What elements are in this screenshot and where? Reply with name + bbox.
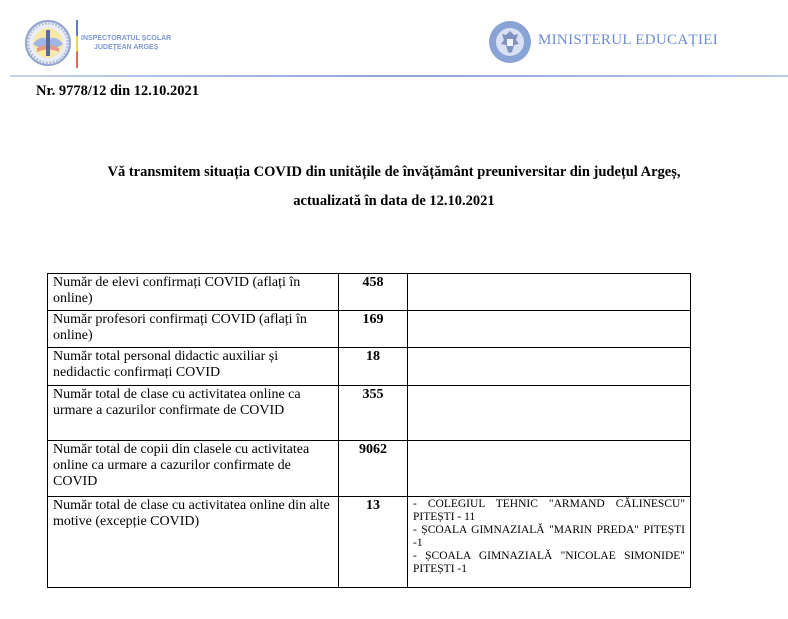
row-note [408, 348, 691, 386]
table-row [48, 441, 691, 497]
document-title-line1: Vă transmitem situația COVID din unitățile de învățământ preuniversitar din județul Argeș, [107, 164, 681, 180]
covid-situation-table [47, 273, 691, 588]
table-row [48, 311, 691, 348]
row-label: Număr de elevi confirmați COVID (aflați în online) [48, 274, 339, 311]
note-item: - ȘCOALA GIMNAZIALĂ "NICOLAE SIMONIDE" PITEȘTI -1 [413, 550, 685, 575]
row-note [408, 274, 691, 311]
row-value: 458 [339, 274, 408, 311]
row-label: Număr total personal didactic auxiliar și nedidactic confirmați COVID [48, 348, 339, 386]
table-row [48, 348, 691, 386]
row-label: Număr total de copii din clasele cu activitatea online ca urmare a cazurilor confirmate de COVID [48, 441, 339, 497]
row-note [408, 497, 691, 588]
table-row [48, 386, 691, 441]
document-title-line2: actualizată în data de 12.10.2021 [293, 193, 495, 209]
row-value: 13 [339, 497, 408, 588]
isj-seal-logo [25, 20, 71, 66]
row-label: Număr total de clase cu activitatea online din alte motive (excepție COVID) [48, 497, 339, 588]
isj-logo-text [81, 34, 171, 52]
row-value: 169 [339, 311, 408, 348]
header-rule [10, 75, 788, 77]
row-label: Număr profesori confirmați COVID (aflați în online) [48, 311, 339, 348]
row-value: 9062 [339, 441, 408, 497]
document-number: Nr. 9778/12 din 12.10.2021 [36, 83, 200, 99]
table-row [48, 497, 691, 588]
row-note [408, 386, 691, 441]
note-item: - COLEGIUL TEHNIC "ARMAND CĂLINESCU" PITEȘTI - 11 [413, 498, 685, 523]
note-item: - ȘCOALA GIMNAZIALĂ "MARIN PREDA" PITEȘTI -1 [413, 524, 685, 549]
table-row [48, 274, 691, 311]
letterhead [0, 0, 788, 80]
tricolor-divider [76, 20, 78, 68]
row-value: 18 [339, 348, 408, 386]
row-note [408, 311, 691, 348]
row-value: 355 [339, 386, 408, 441]
row-note [408, 441, 691, 497]
isj-text-line1: INSPECTORATUL ȘCOLAR [81, 35, 172, 42]
government-seal-logo [488, 20, 532, 64]
row-label: Număr total de clase cu activitatea online ca urmare a cazurilor confirmate de COVID [48, 386, 339, 441]
isj-text-line2: JUDEȚEAN ARGEȘ [93, 44, 159, 51]
ministry-name: MINISTERUL EDUCAȚIEI [538, 32, 719, 48]
